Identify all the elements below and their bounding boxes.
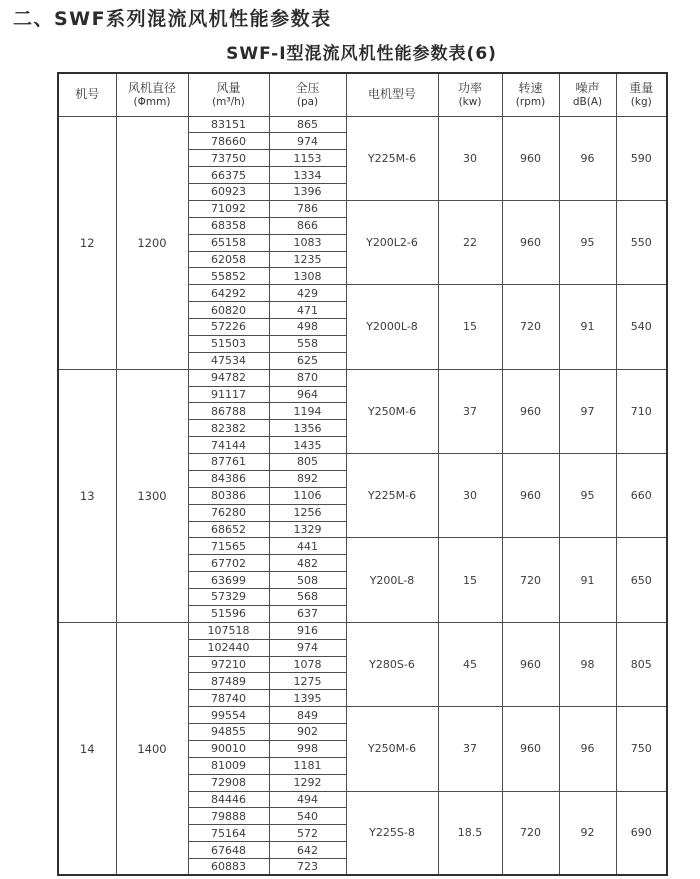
cell-weight: 805 xyxy=(616,622,667,706)
cell-air-volume: 71565 xyxy=(188,538,269,555)
cell-air-volume: 83151 xyxy=(188,116,269,133)
cell-noise: 95 xyxy=(559,454,616,538)
cell-air-volume: 74144 xyxy=(188,437,269,454)
cell-total-pressure: 805 xyxy=(269,454,346,471)
cell-air-volume: 90010 xyxy=(188,740,269,757)
cell-total-pressure: 1435 xyxy=(269,437,346,454)
cell-air-volume: 94855 xyxy=(188,724,269,741)
cell-machine-no: 13 xyxy=(58,369,116,622)
header-unit: dB(A) xyxy=(572,95,603,108)
cell-air-volume: 87761 xyxy=(188,454,269,471)
header-label: 风量 xyxy=(216,80,241,95)
header-label: 功率 xyxy=(457,80,482,95)
cell-air-volume: 65158 xyxy=(188,234,269,251)
cell-air-volume: 57329 xyxy=(188,589,269,606)
cell-air-volume: 80386 xyxy=(188,487,269,504)
header-cell-machine-no xyxy=(58,73,116,116)
cell-speed: 960 xyxy=(502,116,559,200)
cell-motor-model: Y200L2-6 xyxy=(346,200,438,284)
cell-air-volume: 68652 xyxy=(188,521,269,538)
performance-table xyxy=(57,72,668,876)
cell-power: 45 xyxy=(438,622,502,706)
cell-power: 18.5 xyxy=(438,791,502,875)
cell-total-pressure: 1083 xyxy=(269,234,346,251)
cell-total-pressure: 441 xyxy=(269,538,346,555)
cell-air-volume: 51596 xyxy=(188,605,269,622)
cell-machine-no: 12 xyxy=(58,116,116,369)
cell-air-volume: 63699 xyxy=(188,572,269,589)
cell-motor-model: Y200L-8 xyxy=(346,538,438,622)
cell-noise: 98 xyxy=(559,622,616,706)
cell-motor-model: Y250M-6 xyxy=(346,707,438,791)
cell-noise: 97 xyxy=(559,369,616,453)
header-label: 风机直径 xyxy=(127,80,176,95)
cell-total-pressure: 916 xyxy=(269,622,346,639)
cell-total-pressure: 1329 xyxy=(269,521,346,538)
cell-total-pressure: 558 xyxy=(269,335,346,352)
table-body xyxy=(58,116,667,875)
cell-weight: 550 xyxy=(616,200,667,284)
cell-weight: 690 xyxy=(616,791,667,875)
table-row xyxy=(58,116,667,133)
table-header xyxy=(58,73,667,116)
header-cell-speed xyxy=(502,73,559,116)
cell-air-volume: 73750 xyxy=(188,150,269,167)
cell-noise: 92 xyxy=(559,791,616,875)
cell-motor-model: Y225M-6 xyxy=(346,116,438,200)
cell-weight: 540 xyxy=(616,285,667,369)
cell-total-pressure: 625 xyxy=(269,352,346,369)
cell-total-pressure: 637 xyxy=(269,605,346,622)
cell-weight: 750 xyxy=(616,707,667,791)
cell-total-pressure: 870 xyxy=(269,369,346,386)
cell-total-pressure: 494 xyxy=(269,791,346,808)
page-title: 二、SWF系列混流风机性能参数表 xyxy=(13,8,332,30)
cell-air-volume: 67702 xyxy=(188,555,269,572)
cell-power: 15 xyxy=(438,285,502,369)
header-unit: (rpm) xyxy=(515,95,546,108)
cell-air-volume: 60820 xyxy=(188,302,269,319)
cell-air-volume: 71092 xyxy=(188,200,269,217)
header-cell-weight xyxy=(616,73,667,116)
cell-power: 30 xyxy=(438,454,502,538)
cell-air-volume: 75164 xyxy=(188,825,269,842)
cell-total-pressure: 1078 xyxy=(269,656,346,673)
cell-speed: 960 xyxy=(502,200,559,284)
cell-total-pressure: 1256 xyxy=(269,504,346,521)
header-cell-power xyxy=(438,73,502,116)
cell-total-pressure: 482 xyxy=(269,555,346,572)
header-unit: (kg) xyxy=(630,95,652,108)
header-row xyxy=(58,73,667,116)
cell-motor-model: Y280S-6 xyxy=(346,622,438,706)
cell-air-volume: 102440 xyxy=(188,639,269,656)
cell-air-volume: 78740 xyxy=(188,690,269,707)
cell-power: 22 xyxy=(438,200,502,284)
cell-air-volume: 68358 xyxy=(188,217,269,234)
cell-noise: 96 xyxy=(559,116,616,200)
cell-air-volume: 72908 xyxy=(188,774,269,791)
cell-total-pressure: 540 xyxy=(269,808,346,825)
cell-total-pressure: 1334 xyxy=(269,167,346,184)
header-label: 电机型号 xyxy=(367,87,416,102)
header-unit: (kw) xyxy=(458,95,482,108)
header-label: 转速 xyxy=(518,80,543,95)
cell-total-pressure: 1153 xyxy=(269,150,346,167)
cell-air-volume: 51503 xyxy=(188,335,269,352)
cell-total-pressure: 498 xyxy=(269,319,346,336)
cell-air-volume: 84446 xyxy=(188,791,269,808)
cell-air-volume: 107518 xyxy=(188,622,269,639)
table-row xyxy=(58,622,667,639)
header-label: 重量 xyxy=(629,80,654,95)
cell-weight: 590 xyxy=(616,116,667,200)
cell-speed: 960 xyxy=(502,369,559,453)
cell-total-pressure: 1308 xyxy=(269,268,346,285)
cell-speed: 960 xyxy=(502,622,559,706)
cell-total-pressure: 1235 xyxy=(269,251,346,268)
cell-speed: 960 xyxy=(502,707,559,791)
cell-total-pressure: 1106 xyxy=(269,487,346,504)
cell-air-volume: 78660 xyxy=(188,133,269,150)
cell-speed: 720 xyxy=(502,791,559,875)
cell-total-pressure: 865 xyxy=(269,116,346,133)
cell-noise: 95 xyxy=(559,200,616,284)
header-unit: (pa) xyxy=(296,95,319,108)
cell-total-pressure: 849 xyxy=(269,707,346,724)
cell-total-pressure: 892 xyxy=(269,470,346,487)
cell-total-pressure: 471 xyxy=(269,302,346,319)
cell-air-volume: 76280 xyxy=(188,504,269,521)
cell-air-volume: 91117 xyxy=(188,386,269,403)
cell-total-pressure: 974 xyxy=(269,639,346,656)
cell-weight: 660 xyxy=(616,454,667,538)
cell-power: 37 xyxy=(438,707,502,791)
cell-motor-model: Y250M-6 xyxy=(346,369,438,453)
cell-power: 37 xyxy=(438,369,502,453)
cell-air-volume: 94782 xyxy=(188,369,269,386)
cell-total-pressure: 1194 xyxy=(269,403,346,420)
cell-noise: 91 xyxy=(559,538,616,622)
cell-air-volume: 47534 xyxy=(188,352,269,369)
cell-air-volume: 67648 xyxy=(188,842,269,859)
cell-total-pressure: 508 xyxy=(269,572,346,589)
cell-air-volume: 62058 xyxy=(188,251,269,268)
cell-weight: 650 xyxy=(616,538,667,622)
cell-air-volume: 60923 xyxy=(188,184,269,201)
cell-air-volume: 60883 xyxy=(188,859,269,876)
cell-total-pressure: 1275 xyxy=(269,673,346,690)
cell-total-pressure: 998 xyxy=(269,740,346,757)
cell-air-volume: 79888 xyxy=(188,808,269,825)
cell-speed: 960 xyxy=(502,454,559,538)
header-cell-fan-diameter xyxy=(116,73,188,116)
cell-air-volume: 55852 xyxy=(188,268,269,285)
cell-total-pressure: 642 xyxy=(269,842,346,859)
cell-total-pressure: 723 xyxy=(269,859,346,876)
cell-speed: 720 xyxy=(502,285,559,369)
cell-fan-diameter: 1300 xyxy=(116,369,188,622)
cell-noise: 91 xyxy=(559,285,616,369)
cell-total-pressure: 974 xyxy=(269,133,346,150)
cell-motor-model: Y225S-8 xyxy=(346,791,438,875)
header-label: 全压 xyxy=(295,80,320,95)
cell-power: 15 xyxy=(438,538,502,622)
cell-total-pressure: 866 xyxy=(269,217,346,234)
cell-speed: 720 xyxy=(502,538,559,622)
header-cell-total-pressure xyxy=(269,73,346,116)
cell-total-pressure: 1396 xyxy=(269,184,346,201)
cell-power: 30 xyxy=(438,116,502,200)
cell-weight: 710 xyxy=(616,369,667,453)
cell-air-volume: 82382 xyxy=(188,420,269,437)
cell-air-volume: 97210 xyxy=(188,656,269,673)
cell-air-volume: 81009 xyxy=(188,757,269,774)
cell-total-pressure: 1292 xyxy=(269,774,346,791)
header-cell-noise xyxy=(559,73,616,116)
cell-machine-no: 14 xyxy=(58,622,116,875)
cell-noise: 96 xyxy=(559,707,616,791)
cell-air-volume: 66375 xyxy=(188,167,269,184)
cell-total-pressure: 964 xyxy=(269,386,346,403)
cell-total-pressure: 1181 xyxy=(269,757,346,774)
header-unit: (m³/h) xyxy=(212,95,245,108)
cell-air-volume: 64292 xyxy=(188,285,269,302)
table-row xyxy=(58,369,667,386)
header-unit: (Φmm) xyxy=(133,95,171,108)
cell-air-volume: 84386 xyxy=(188,470,269,487)
cell-motor-model: Y225M-6 xyxy=(346,454,438,538)
cell-total-pressure: 429 xyxy=(269,285,346,302)
cell-total-pressure: 902 xyxy=(269,724,346,741)
table-caption: SWF-I型混流风机性能参数表(6) xyxy=(226,44,497,64)
cell-air-volume: 57226 xyxy=(188,319,269,336)
header-cell-air-volume xyxy=(188,73,269,116)
cell-total-pressure: 1395 xyxy=(269,690,346,707)
cell-fan-diameter: 1200 xyxy=(116,116,188,369)
header-label: 机号 xyxy=(75,87,100,102)
header-label: 噪声 xyxy=(575,80,600,95)
cell-air-volume: 86788 xyxy=(188,403,269,420)
cell-total-pressure: 572 xyxy=(269,825,346,842)
cell-motor-model: Y2000L-8 xyxy=(346,285,438,369)
cell-fan-diameter: 1400 xyxy=(116,622,188,875)
cell-air-volume: 87489 xyxy=(188,673,269,690)
cell-total-pressure: 568 xyxy=(269,589,346,606)
cell-total-pressure: 786 xyxy=(269,200,346,217)
cell-total-pressure: 1356 xyxy=(269,420,346,437)
header-cell-motor-model xyxy=(346,73,438,116)
cell-air-volume: 99554 xyxy=(188,707,269,724)
